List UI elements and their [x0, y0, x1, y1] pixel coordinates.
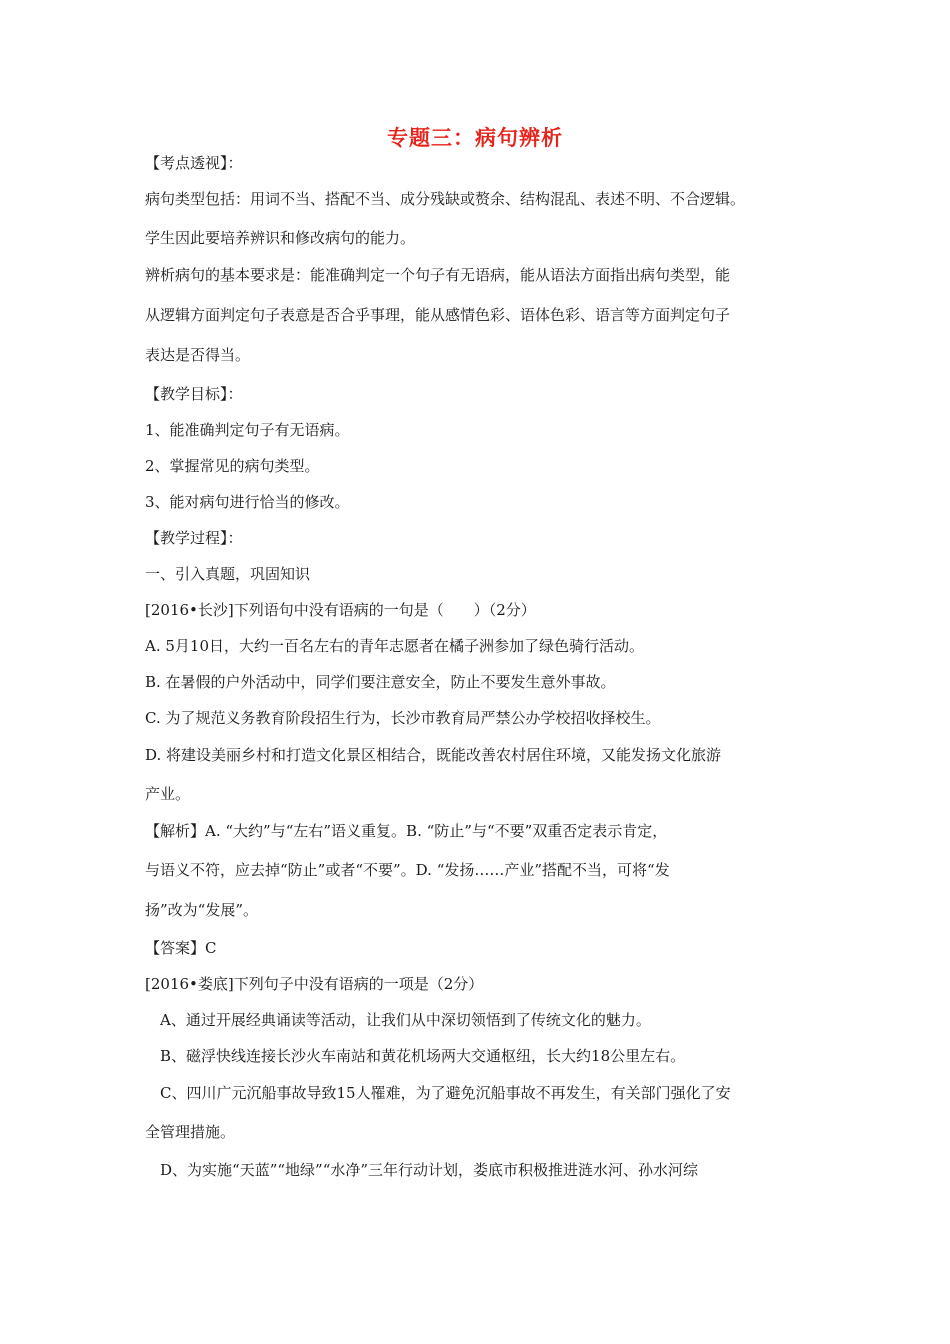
- analysis-line: 扬”改为“发展”。: [145, 901, 259, 919]
- question-option: C、四川广元沉船事故导致15人罹难，为了避免沉船事故不再发生，有关部门强化了安: [160, 1084, 731, 1102]
- section-heading-teaching-goals: 【教学目标】：: [145, 385, 243, 403]
- question-option: D. 将建设美丽乡村和打造文化景区相结合，既能改善农村居住环境，又能发扬文化旅游: [145, 746, 722, 764]
- paragraph-line: 从逻辑方面判定句子表意是否合乎事理，能从感情色彩、语体色彩、语言等方面判定句子: [145, 306, 731, 324]
- question-option: A. 5月10日，大约一百名左右的青年志愿者在橘子洲参加了绿色骑行活动。: [145, 637, 645, 655]
- question-option: 全管理措施。: [145, 1123, 236, 1141]
- question-stem: [2016•娄底]下列句子中没有语病的一项是（2分）: [145, 975, 484, 993]
- question-option: C. 为了规范义务教育阶段招生行为，长沙市教育局严禁公办学校招收择校生。: [145, 709, 661, 727]
- paragraph-line: 学生因此要培养辨识和修改病句的能力。: [145, 229, 416, 247]
- list-item: 3、能对病句进行恰当的修改。: [145, 493, 350, 511]
- answer-line: 【答案】C: [145, 939, 217, 957]
- section-heading-exam-points: 【考点透视】：: [145, 154, 243, 172]
- analysis-line: 与语义不符，应去掉“防止”或者“不要”。D. “发扬……产业”搭配不当，可将“发: [145, 861, 670, 879]
- question-option: B、磁浮快线连接长沙火车南站和黄花机场两大交通枢纽，长大约18公里左右。: [160, 1047, 686, 1065]
- question-option: D、为实施“天蓝”“地绿”“水净”三年行动计划，娄底市积极推进涟水河、孙水河综: [160, 1161, 699, 1179]
- question-option: 产业。: [145, 785, 191, 803]
- analysis-line: 【解析】A. “大约”与“左右”语义重复。B. “防止”与“不要”双重否定表示肯定，: [145, 822, 668, 840]
- question-option: B. 在暑假的户外活动中，同学们要注意安全，防止不要发生意外事故。: [145, 673, 616, 691]
- page-title: 专题三：病句辨析: [387, 126, 563, 150]
- section-heading-teaching-process: 【教学过程】：: [145, 529, 243, 547]
- paragraph-line: 病句类型包括：用词不当、搭配不当、成分残缺或赘余、结构混乱、表述不明、不合逻辑。: [145, 190, 746, 208]
- list-item: 1、能准确判定句子有无语病。: [145, 421, 350, 439]
- question-option: A、通过开展经典诵读等活动，让我们从中深切领悟到了传统文化的魅力。: [160, 1011, 651, 1029]
- paragraph-line: 表达是否得当。: [145, 346, 251, 364]
- list-item: 2、掌握常见的病句类型。: [145, 457, 320, 475]
- subsection-heading: 一、引入真题，巩固知识: [145, 565, 311, 583]
- question-stem: [2016•长沙]下列语句中没有语病的一句是（ ）（2分）: [145, 601, 536, 619]
- paragraph-line: 辨析病句的基本要求是：能准确判定一个句子有无语病，能从语法方面指出病句类型，能: [145, 266, 731, 284]
